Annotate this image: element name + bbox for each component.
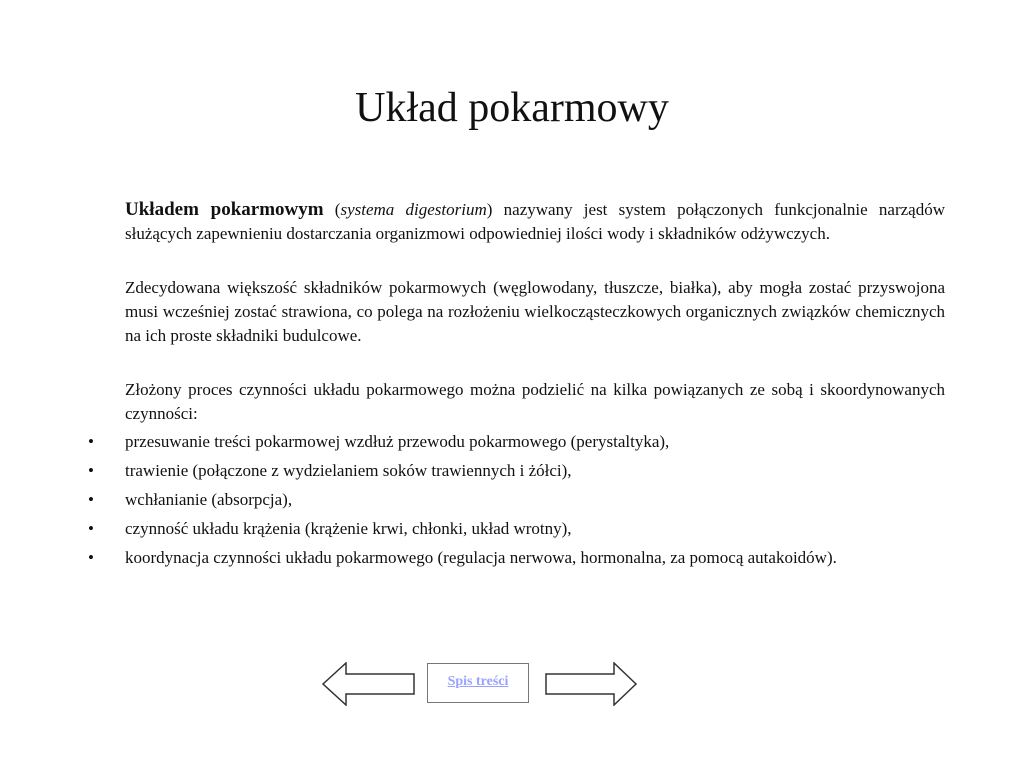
slide-content (125, 198, 945, 575)
toc-link[interactable]: Spis treści (427, 663, 529, 703)
list-item: • koordynacja czynności układu pokarmowego (regulacja nerwowa, hormonalna, za pomocą autakoidów). (125, 546, 945, 570)
arrow-right-icon[interactable] (544, 662, 638, 706)
list-item: • przesuwanie treści pokarmowej wzdłuż przewodu pokarmowego (perystaltyka), (125, 430, 945, 454)
list-item: • trawienie (połączone z wydzielaniem soków trawiennych i żółci), (125, 459, 945, 483)
list-item: • wchłanianie (absorpcja), (125, 488, 945, 512)
intro-open-paren: ( (323, 200, 341, 219)
paragraph-digestion: Zdecydowana większość składników pokarmowych (węglowodany, tłuszcze, białka), aby mogła zostać przyswojona musi wcześniej zostać strawiona, co polega na rozłożeniu wielkocząsteczkowych organicznych związków chemicznych na ich proste składniki budulcowe. (125, 278, 945, 345)
process-list (125, 430, 945, 570)
list-item: • czynność układu krążenia (krążenie krwi, chłonki, układ wrotny), (125, 517, 945, 541)
intro-latin-name: systema digestorium (340, 200, 487, 219)
intro-rest: ) nazywany jest system połączonych funkcjonalnie narządów służących zapewnieniu dostarczania organizmowi odpowiedniej ilości wody i składników odżywczych. (125, 200, 946, 243)
intro-paragraph (125, 198, 945, 246)
page-title: Układ pokarmowy (355, 85, 669, 131)
paragraph-process: Złożony proces czynności układu pokarmowego można podzielić na kilka powiązanych ze sobą i skoordynowanych czynności: (125, 380, 945, 423)
arrow-left-icon[interactable] (322, 662, 416, 706)
slide-navigation (322, 662, 642, 706)
intro-term: Układem pokarmowym (125, 199, 324, 220)
